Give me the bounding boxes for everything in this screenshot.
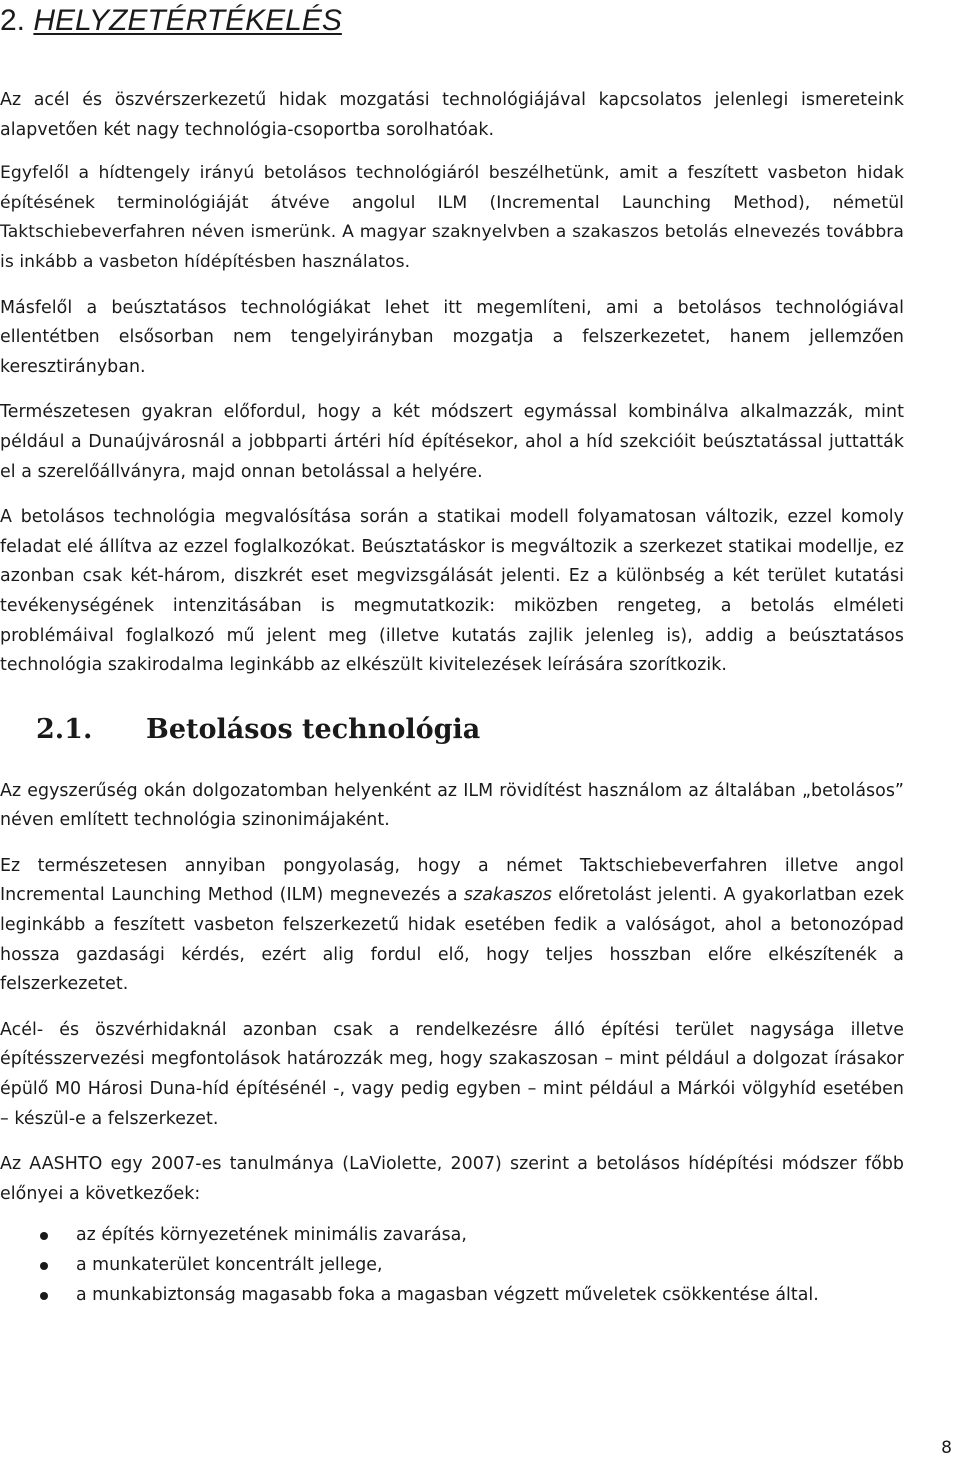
chapter-heading	[0, 2, 342, 40]
bullet-icon	[40, 1232, 48, 1240]
paragraph-section-1: Az egyszerűség okán dolgozatomban helyenként az ILM rövidítést használom az általában „betolásos” néven említett technológia szinonimájaként.	[0, 780, 904, 831]
advantages-list	[0, 1221, 904, 1310]
section-title: Betolásos technológia	[146, 713, 481, 745]
paragraph-section-2-start: Ez természetesen annyiban pongyolaság, hogy a német Taktschiebeverfahren illetve angol Incremental Launching Method (ILM) megnevezés a	[0, 855, 904, 906]
paragraph-intro-5: A betolásos technológia megvalósítása során a statikai modell folyamatosan változik, ezzel komoly feladat elé állítva az ezzel foglalkozókat. Beúsztatáskor is megváltozik a szerkezet statikai modellje, ez azonban csak két-három, diszkrét eset megvizsgálását jelenti. Ez a különbség a két terület kutatási tevékenységének intenzitásában is megmutatkozik: miközben rengeteg, a betolás elméleti problémáival foglalkozó mű jelent meg (illetve kutatás zajlik jelenleg is), addig a beúsztatásos technológia szakirodalma leginkább az elkészült kivitelezések leírására szorítkozik.	[0, 507, 904, 676]
list-item-text: a munkaterület koncentrált jellege,	[76, 1255, 383, 1275]
document-body	[0, 86, 904, 1310]
paragraph-section-2	[0, 852, 904, 1000]
paragraph-section-2-end: előretolást jelenti. A gyakorlatban ezek leginkább a feszített vasbeton felszerkezetű hidak esetében fedik a valóságot, ahol a betonozópad hossza gazdasági kérdés, ezért alig fordul elő, hogy teljes hosszban előre elkészítenék a felszerkezetet.	[0, 885, 904, 995]
section-number: 2.1.	[36, 713, 93, 745]
bullet-icon	[40, 1262, 48, 1270]
list-item	[0, 1221, 904, 1251]
page-number: 8	[941, 1438, 952, 1458]
paragraph-section-2-italic: szakaszos	[463, 885, 552, 906]
paragraph-intro-4: Természetesen gyakran előfordul, hogy a két módszert egymással kombinálva alkalmazzák, mint például a Dunaújvárosnál a jobbparti ártéri híd építésekor, ahol a híd szekcióit beúsztatással juttatták el a szerelőállványra, majd onnan betolással a helyére.	[0, 402, 904, 482]
paragraph-intro-1: Az acél és öszvérszerkezetű hidak mozgatási technológiájával kapcsolatos jelenlegi ismereteink alapvetően két nagy technológia-csoportba sorolhatóak.	[0, 90, 904, 140]
section-heading	[0, 711, 904, 749]
bullet-icon	[40, 1292, 48, 1300]
chapter-number: 2.	[0, 4, 26, 37]
chapter-title: HELYZETÉRTÉKELÉS	[33, 4, 342, 37]
list-item	[0, 1281, 904, 1311]
list-item	[0, 1251, 904, 1281]
paragraph-intro-3: Másfelől a beúsztatásos technológiákat lehet itt megemlíteni, ami a betolásos technológiával ellentétben elsősorban nem tengelyirányban mozgatja a felszerkezetet, hanem jellemzően keresztirányban.	[0, 297, 904, 377]
list-item-text: az építés környezetének minimális zavarása,	[76, 1225, 467, 1246]
paragraph-section-3: Acél- és öszvérhidaknál azonban csak a rendelkezésre álló építési terület nagysága illetve építésszervezési megfontolások határozzák meg, hogy szakaszosan – mint például a dolgozat írásakor épülő M0 Hárosi Duna-híd építésénél -, vagy pedig egyben – mint például a Márkói völgyhíd esetében – készül-e a felszerkezet.	[0, 1019, 904, 1129]
paragraph-intro-2: Egyfelől a hídtengely irányú betolásos technológiáról beszélhetünk, amit a feszített vasbeton hidak építésének terminológiáját átvéve angolul ILM (Incremental Launching Method), németül Taktschiebeverfahren néven ismerünk. A magyar szaknyelvben a szakaszos betolás elnevezés továbbra is inkább a vasbeton hídépítésben használatos.	[0, 163, 904, 272]
paragraph-section-4: Az AASHTO egy 2007-es tanulmánya (LaViolette, 2007) szerint a betolásos hídépítési módszer főbb előnyei a következőek:	[0, 1154, 904, 1204]
list-item-text: a munkabiztonság magasabb foka a magasban végzett műveletek csökkentése által.	[76, 1284, 819, 1305]
